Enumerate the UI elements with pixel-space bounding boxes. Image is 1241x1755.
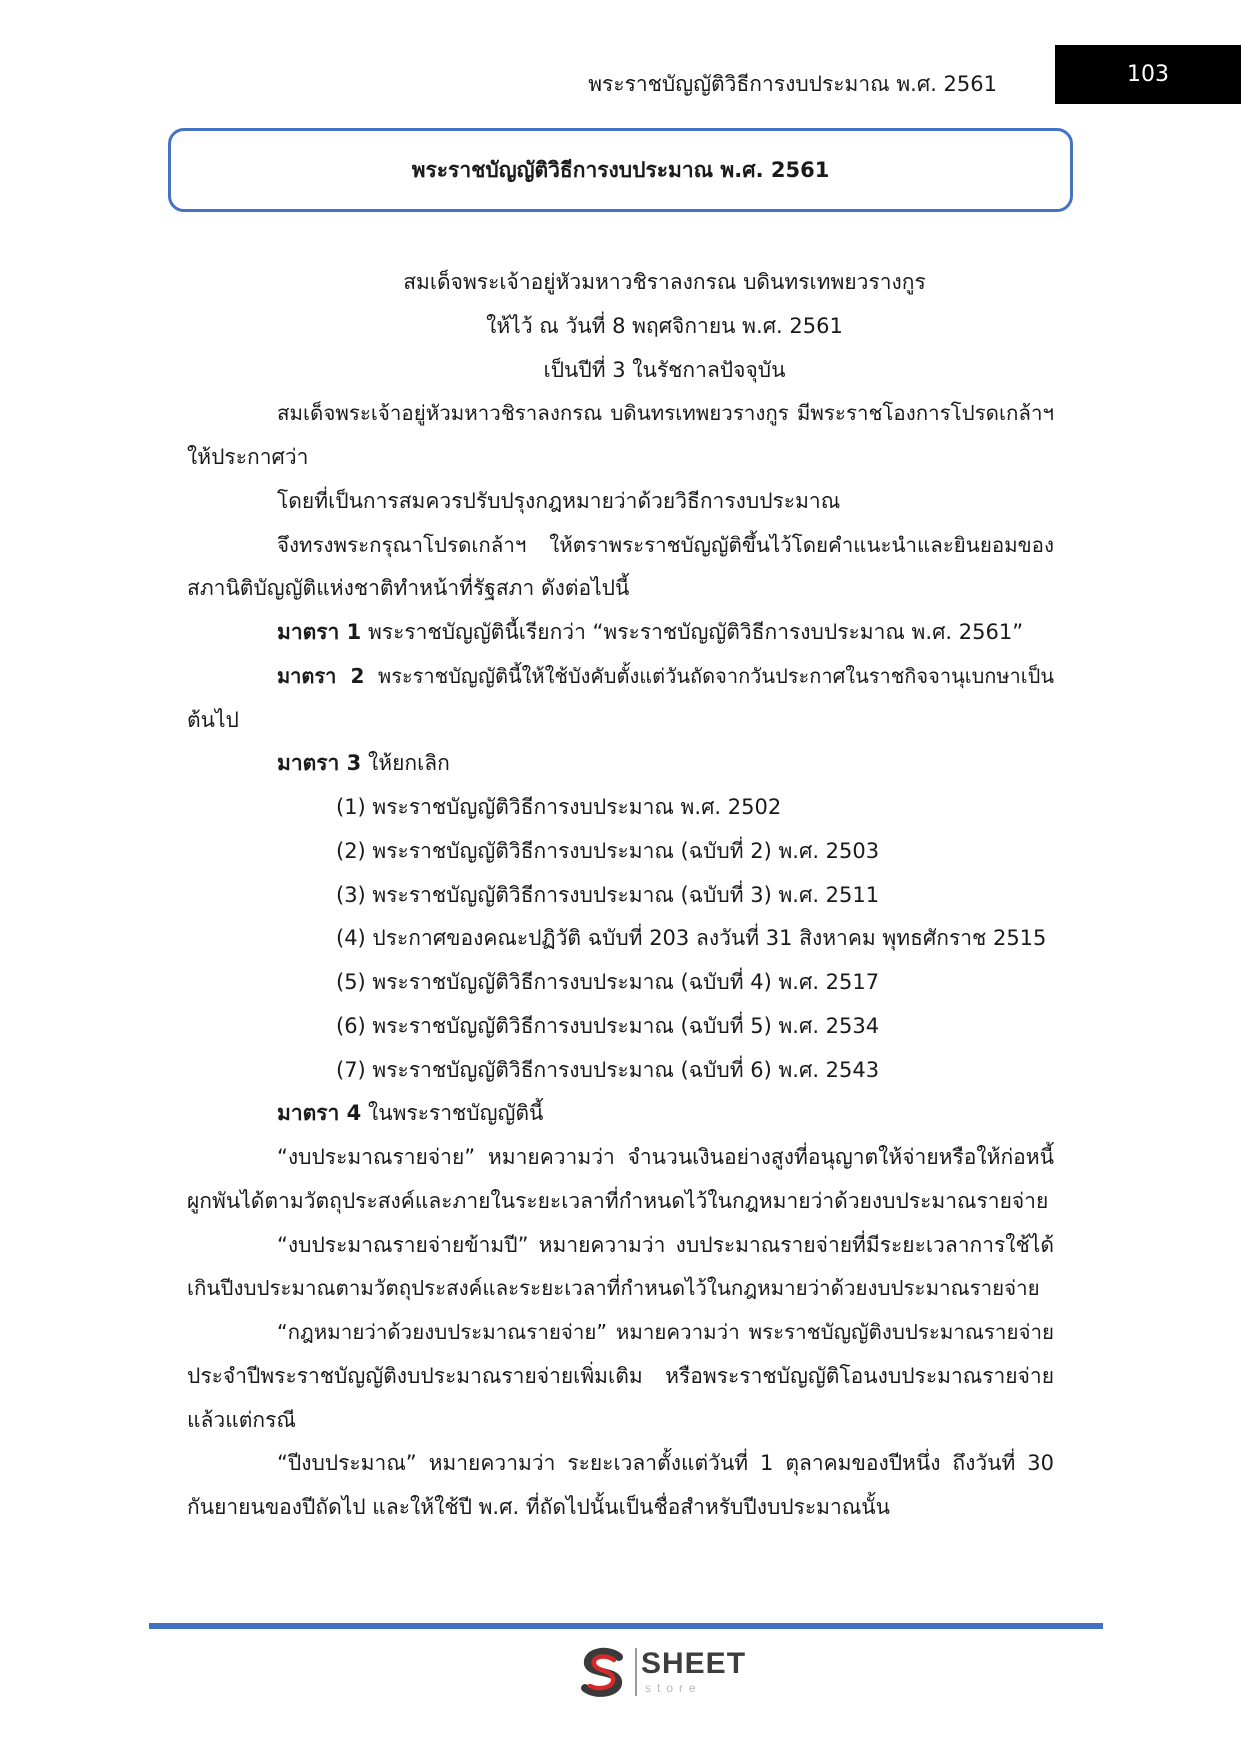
proclamation-line: สมเด็จพระเจ้าอยู่หัวมหาวชิราลงกรณ บดินทรเทพยวรางกูร มีพระราชโองการโปรดเกล้าฯ [277,401,1054,426]
section-2-continuation: ต้นไป [187,707,239,732]
brand-name: SHEET [641,1647,747,1680]
definition-line: “งบประมาณรายจ่ายข้ามปี” หมายความว่า งบประมาณรายจ่ายที่มีระยะเวลาการใช้ได้ [277,1232,1054,1257]
section-label: มาตรา 2 [277,663,365,688]
repealed-item: (3) พระราชบัญญัติวิธีการงบประมาณ (ฉบับที่ 3) พ.ศ. 2511 [336,882,880,907]
section-text: พระราชบัญญัตินี้ให้ใช้บังคับตั้งแต่วันถัดจากวันประกาศในราชกิจจานุเบกษาเป็น [378,663,1054,688]
section-1 [187,611,1054,655]
enacting-clause-line: สภานิติบัญญัติแห่งชาติทำหน้าที่รัฐสภา ดังต่อไปนี้ [187,576,630,601]
section-3 [187,742,1054,786]
running-title: พระราชบัญญัติวิธีการงบประมาณ พ.ศ. 2561 [588,72,997,96]
definition-line: “กฎหมายว่าด้วยงบประมาณรายจ่าย” หมายความว่า พระราชบัญญัติงบประมาณรายจ่าย [277,1320,1054,1344]
repealed-item: (1) พระราชบัญญัติวิธีการงบประมาณ พ.ศ. 2502 [336,795,782,819]
repealed-item: (2) พระราชบัญญัติวิธีการงบประมาณ (ฉบับที่ 2) พ.ศ. 2503 [336,838,880,863]
repealed-item: (4) ประกาศของคณะปฏิวัติ ฉบับที่ 203 ลงวันที่ 31 สิงหาคม พุทธศักราช 2515 [336,926,1047,951]
proclamation-line: ให้ประกาศว่า [187,445,309,469]
definition-line: กันยายนของปีถัดไป และให้ใช้ปี พ.ศ. ที่ถัดไปนั้นเป็นชื่อสำหรับปีงบประมาณนั้น [187,1495,891,1519]
footer-logo [577,1644,747,1700]
definition-line: ผูกพันได้ตามวัตถุประสงค์และภายในระยะเวลาที่กำหนดไว้ในกฎหมายว่าด้วยงบประมาณรายจ่าย [187,1188,1049,1213]
section-2 [187,655,1054,699]
section-text: ให้ยกเลิก [367,751,450,776]
logo-divider [635,1648,637,1696]
enacting-clause-line: จึงทรงพระกรุณาโปรดเกล้าฯ ให้ตราพระราชบัญญัติขึ้นไว้โดยคำแนะนำและยินยอมของ [277,532,1054,557]
title-box [168,128,1073,212]
section-4 [187,1092,1054,1136]
definition-line: เกินปีงบประมาณตามวัตถุประสงค์และระยะเวลาที่กำหนดไว้ในกฎหมายว่าด้วยงบประมาณรายจ่าย [187,1276,1040,1301]
brand-tagline: store [645,1681,702,1695]
section-text: พระราชบัญญัตินี้เรียกว่า “พระราชบัญญัติวิธีการงบประมาณ พ.ศ. 2561” [367,620,1024,644]
repealed-item: (6) พระราชบัญญัติวิธีการงบประมาณ (ฉบับที่ 5) พ.ศ. 2534 [336,1013,880,1038]
enactment-reign-line: เป็นปีที่ 3 ในรัชกาลปัจจุบัน [543,357,786,382]
section-label: มาตรา 3 [277,751,362,776]
section-label: มาตรา 4 [277,1101,362,1126]
sheet-store-s-logo-icon [577,1646,629,1698]
enactment-king-line: สมเด็จพระเจ้าอยู่หัวมหาวชิราลงกรณ บดินทรเทพยวรางกูร [403,270,926,294]
page-number: 103 [1127,62,1169,87]
section-text: ในพระราชบัญญัตินี้ [367,1101,544,1126]
document-title: พระราชบัญญัติวิธีการงบประมาณ พ.ศ. 2561 [411,157,830,182]
repealed-item: (5) พระราชบัญญัติวิธีการงบประมาณ (ฉบับที่ 4) พ.ศ. 2517 [336,970,880,994]
section-label: มาตรา 1 [277,620,362,644]
reason-line: โดยที่เป็นการสมควรปรับปรุงกฎหมายว่าด้วยวิธีการงบประมาณ [277,488,841,513]
page-number-box [1055,45,1241,104]
document-body [187,261,1054,1530]
footer-rule [149,1623,1103,1629]
enactment-given-line: ให้ไว้ ณ วันที่ 8 พฤศจิกายน พ.ศ. 2561 [486,313,843,338]
definition-line: ประจำปีพระราชบัญญัติงบประมาณรายจ่ายเพิ่มเติม หรือพระราชบัญญัติโอนงบประมาณรายจ่าย [187,1363,1054,1388]
repealed-item: (7) พระราชบัญญัติวิธีการงบประมาณ (ฉบับที่ 6) พ.ศ. 2543 [336,1057,880,1082]
definition-line: “งบประมาณรายจ่าย” หมายความว่า จำนวนเงินอย่างสูงที่อนุญาตให้จ่ายหรือให้ก่อหนี้ [277,1145,1054,1169]
definition-line: แล้วแต่กรณี [187,1407,296,1432]
definition-line: “ปีงบประมาณ” หมายความว่า ระยะเวลาตั้งแต่วันที่ 1 ตุลาคมของปีหนึ่ง ถึงวันที่ 30 [277,1451,1054,1476]
